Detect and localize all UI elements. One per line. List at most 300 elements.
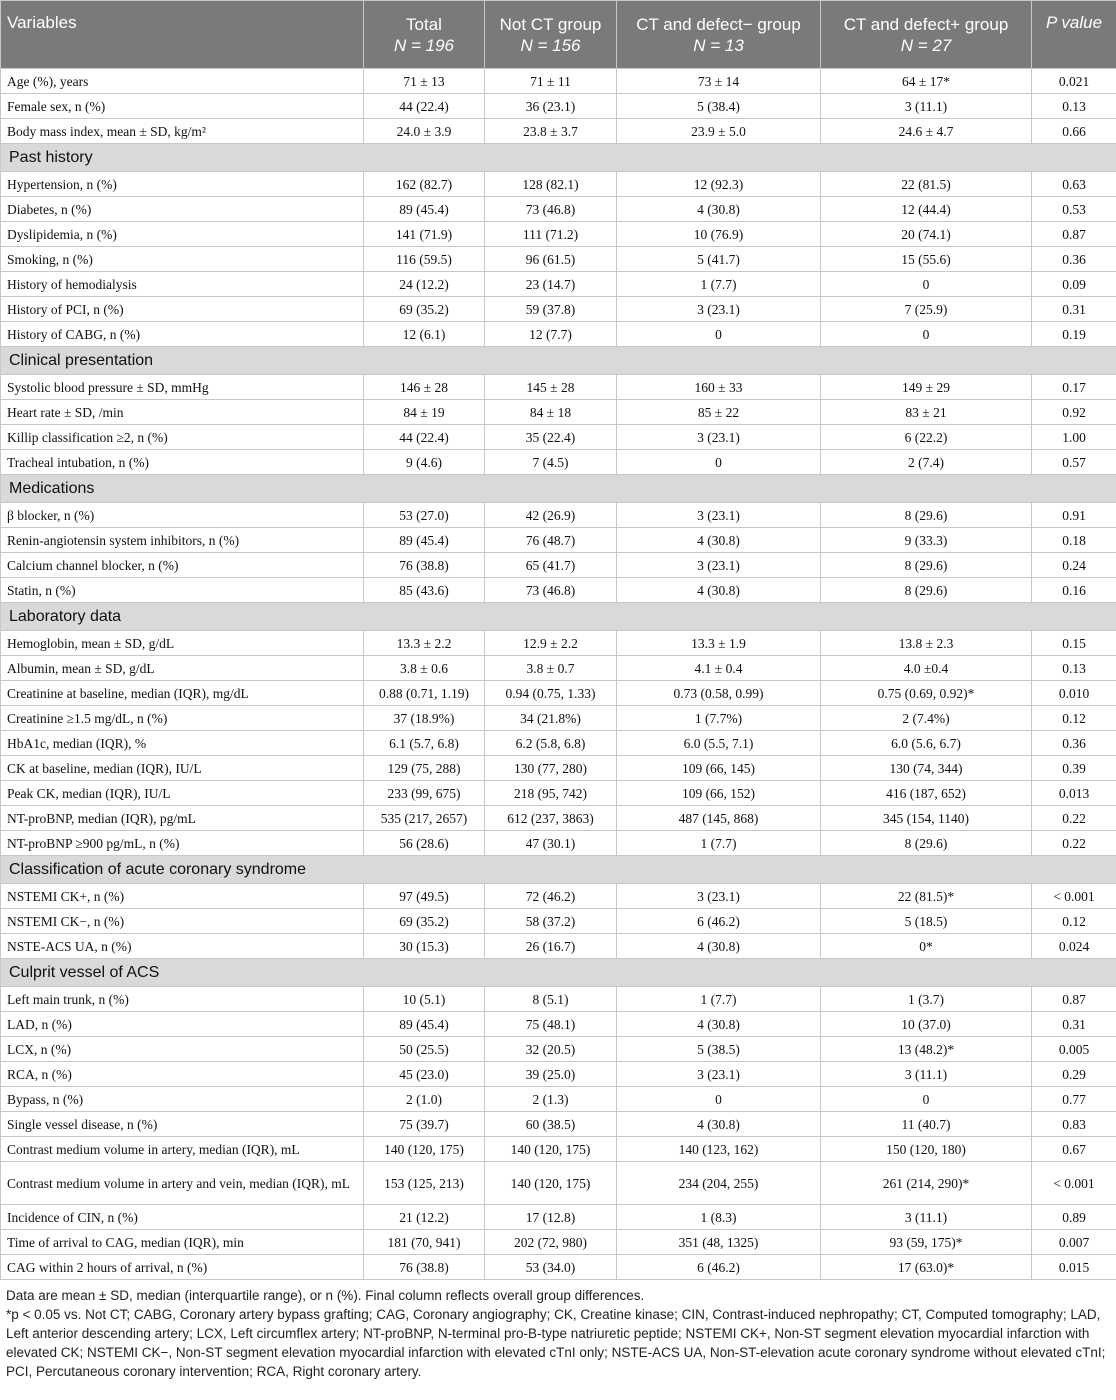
table-row	[1, 1162, 1116, 1205]
p-value-cell: 0.77	[1032, 1087, 1116, 1112]
table-row	[1, 578, 1116, 603]
not-ct-cell: 34 (21.8%)	[485, 706, 617, 731]
total-cell: 233 (99, 675)	[364, 781, 485, 806]
total-cell: 24.0 ± 3.9	[364, 119, 485, 144]
ct-defect-neg-cell: 4 (30.8)	[617, 578, 821, 603]
ct-defect-pos-cell: 8 (29.6)	[821, 553, 1032, 578]
not-ct-cell: 65 (41.7)	[485, 553, 617, 578]
ct-defect-pos-cell: 83 ± 21	[821, 400, 1032, 425]
p-value-cell: 0.09	[1032, 272, 1116, 297]
table-row	[1, 781, 1116, 806]
header-ct-defect-pos-label: CT and defect+ group	[843, 14, 1009, 34]
ct-defect-pos-cell: 8 (29.6)	[821, 578, 1032, 603]
total-cell: 53 (27.0)	[364, 503, 485, 528]
table-row	[1, 222, 1116, 247]
variable-cell: Left main trunk, n (%)	[1, 987, 364, 1012]
table-row	[1, 1205, 1116, 1230]
not-ct-cell: 96 (61.5)	[485, 247, 617, 272]
variable-cell: Statin, n (%)	[1, 578, 364, 603]
header-total	[364, 1, 485, 69]
not-ct-cell: 71 ± 11	[485, 69, 617, 94]
not-ct-cell: 53 (34.0)	[485, 1255, 617, 1280]
ct-defect-neg-cell: 5 (38.5)	[617, 1037, 821, 1062]
p-value-cell: 0.005	[1032, 1037, 1116, 1062]
total-cell: 535 (217, 2657)	[364, 806, 485, 831]
total-cell: 162 (82.7)	[364, 172, 485, 197]
not-ct-cell: 111 (71.2)	[485, 222, 617, 247]
not-ct-cell: 145 ± 28	[485, 375, 617, 400]
p-value-cell: 1.00	[1032, 425, 1116, 450]
ct-defect-pos-cell: 17 (63.0)*	[821, 1255, 1032, 1280]
p-value-cell: 0.15	[1032, 631, 1116, 656]
p-value-cell: 0.12	[1032, 909, 1116, 934]
section-title: Classification of acute coronary syndrome	[1, 856, 1116, 884]
ct-defect-neg-cell: 1 (7.7)	[617, 272, 821, 297]
total-cell: 6.1 (5.7, 6.8)	[364, 731, 485, 756]
table-row	[1, 94, 1116, 119]
total-cell: 0.88 (0.71, 1.19)	[364, 681, 485, 706]
not-ct-cell: 84 ± 18	[485, 400, 617, 425]
variable-cell: β blocker, n (%)	[1, 503, 364, 528]
total-cell: 50 (25.5)	[364, 1037, 485, 1062]
p-value-cell: 0.010	[1032, 681, 1116, 706]
section-header-row	[1, 347, 1116, 375]
ct-defect-pos-cell: 2 (7.4)	[821, 450, 1032, 475]
ct-defect-neg-cell: 3 (23.1)	[617, 884, 821, 909]
header-not-ct-n: N = 156	[520, 35, 581, 55]
total-cell: 141 (71.9)	[364, 222, 485, 247]
not-ct-cell: 60 (38.5)	[485, 1112, 617, 1137]
p-value-cell: 0.66	[1032, 119, 1116, 144]
p-value-cell: 0.16	[1032, 578, 1116, 603]
p-value-cell: 0.31	[1032, 1012, 1116, 1037]
table-row	[1, 1037, 1116, 1062]
table-row	[1, 656, 1116, 681]
ct-defect-neg-cell: 23.9 ± 5.0	[617, 119, 821, 144]
total-cell: 21 (12.2)	[364, 1205, 485, 1230]
variable-cell: Creatinine ≥1.5 mg/dL, n (%)	[1, 706, 364, 731]
section-title: Culprit vessel of ACS	[1, 959, 1116, 987]
not-ct-cell: 73 (46.8)	[485, 197, 617, 222]
ct-defect-neg-cell: 4 (30.8)	[617, 528, 821, 553]
not-ct-cell: 23.8 ± 3.7	[485, 119, 617, 144]
p-value-cell: 0.36	[1032, 731, 1116, 756]
table-row	[1, 1137, 1116, 1162]
ct-defect-pos-cell: 22 (81.5)	[821, 172, 1032, 197]
variable-cell: History of PCI, n (%)	[1, 297, 364, 322]
not-ct-cell: 7 (4.5)	[485, 450, 617, 475]
ct-defect-neg-cell: 487 (145, 868)	[617, 806, 821, 831]
ct-defect-neg-cell: 1 (7.7%)	[617, 706, 821, 731]
table-row	[1, 631, 1116, 656]
header-ct-defect-pos-n: N = 27	[900, 35, 952, 55]
variable-cell: Heart rate ± SD, /min	[1, 400, 364, 425]
table-row	[1, 1062, 1116, 1087]
ct-defect-neg-cell: 6 (46.2)	[617, 909, 821, 934]
total-cell: 10 (5.1)	[364, 987, 485, 1012]
table-header	[1, 1, 1116, 69]
ct-defect-pos-cell: 6.0 (5.6, 6.7)	[821, 731, 1032, 756]
section-title: Medications	[1, 475, 1116, 503]
total-cell: 116 (59.5)	[364, 247, 485, 272]
variable-cell: Renin-angiotensin system inhibitors, n (%)	[1, 528, 364, 553]
variable-cell: Calcium channel blocker, n (%)	[1, 553, 364, 578]
total-cell: 71 ± 13	[364, 69, 485, 94]
ct-defect-pos-cell: 93 (59, 175)*	[821, 1230, 1032, 1255]
total-cell: 37 (18.9%)	[364, 706, 485, 731]
ct-defect-neg-cell: 3 (23.1)	[617, 425, 821, 450]
table-row	[1, 425, 1116, 450]
ct-defect-neg-cell: 73 ± 14	[617, 69, 821, 94]
variable-cell: NSTEMI CK+, n (%)	[1, 884, 364, 909]
variable-cell: NSTE-ACS UA, n (%)	[1, 934, 364, 959]
total-cell: 2 (1.0)	[364, 1087, 485, 1112]
table-row	[1, 1012, 1116, 1037]
table-row	[1, 69, 1116, 94]
table-row	[1, 528, 1116, 553]
section-title: Past history	[1, 144, 1116, 172]
total-cell: 13.3 ± 2.2	[364, 631, 485, 656]
section-title: Clinical presentation	[1, 347, 1116, 375]
total-cell: 24 (12.2)	[364, 272, 485, 297]
ct-defect-neg-cell: 140 (123, 162)	[617, 1137, 821, 1162]
total-cell: 69 (35.2)	[364, 909, 485, 934]
table-row	[1, 1087, 1116, 1112]
ct-defect-pos-cell: 261 (214, 290)*	[821, 1162, 1032, 1205]
not-ct-cell: 202 (72, 980)	[485, 1230, 617, 1255]
total-cell: 30 (15.3)	[364, 934, 485, 959]
variable-cell: LAD, n (%)	[1, 1012, 364, 1037]
not-ct-cell: 35 (22.4)	[485, 425, 617, 450]
variable-cell: NT-proBNP, median (IQR), pg/mL	[1, 806, 364, 831]
p-value-cell: 0.024	[1032, 934, 1116, 959]
not-ct-cell: 73 (46.8)	[485, 578, 617, 603]
p-value-cell: 0.13	[1032, 656, 1116, 681]
ct-defect-pos-cell: 13 (48.2)*	[821, 1037, 1032, 1062]
not-ct-cell: 218 (95, 742)	[485, 781, 617, 806]
ct-defect-pos-cell: 8 (29.6)	[821, 831, 1032, 856]
header-variables	[1, 1, 364, 69]
table-row	[1, 987, 1116, 1012]
footnote-abbreviations: *p < 0.05 vs. Not CT; CABG, Coronary artery bypass grafting; CAG, Coronary angiography; CK, Creatine kinase; CIN, Contrast-induced nephropathy; CT, Computed tomography; LAD, Left anterior descending artery; LCX, Left circumflex artery; NT-proBNP, N-terminal pro-B-type natriuretic peptide; NSTEMI CK+, Non-ST segment elevation myocardial infarction with elevated CK; NSTEMI CK−, Non-ST segment elevation myocardial infarction with elevated cTnI only; NSTE-ACS UA, Non-ST-elevation acute coronary syndrome without elevated cTnI; PCI, Percutaneous coronary intervention; RCA, Right coronary artery.	[6, 1307, 1106, 1379]
total-cell: 97 (49.5)	[364, 884, 485, 909]
p-value-cell: 0.83	[1032, 1112, 1116, 1137]
variable-cell: Tracheal intubation, n (%)	[1, 450, 364, 475]
p-value-cell: < 0.001	[1032, 884, 1116, 909]
variable-cell: Female sex, n (%)	[1, 94, 364, 119]
not-ct-cell: 612 (237, 3863)	[485, 806, 617, 831]
ct-defect-neg-cell: 12 (92.3)	[617, 172, 821, 197]
not-ct-cell: 26 (16.7)	[485, 934, 617, 959]
header-not-ct-label: Not CT group	[499, 14, 602, 34]
ct-defect-pos-cell: 0	[821, 322, 1032, 347]
variable-cell: Hemoglobin, mean ± SD, g/dL	[1, 631, 364, 656]
p-value-cell: 0.57	[1032, 450, 1116, 475]
ct-defect-pos-cell: 0	[821, 1087, 1032, 1112]
variable-cell: CK at baseline, median (IQR), IU/L	[1, 756, 364, 781]
p-value-cell: 0.17	[1032, 375, 1116, 400]
ct-defect-neg-cell: 5 (41.7)	[617, 247, 821, 272]
total-cell: 44 (22.4)	[364, 425, 485, 450]
total-cell: 140 (120, 175)	[364, 1137, 485, 1162]
variable-cell: CAG within 2 hours of arrival, n (%)	[1, 1255, 364, 1280]
ct-defect-neg-cell: 5 (38.4)	[617, 94, 821, 119]
not-ct-cell: 130 (77, 280)	[485, 756, 617, 781]
header-ct-defect-pos	[821, 1, 1032, 69]
ct-defect-neg-cell: 3 (23.1)	[617, 297, 821, 322]
ct-defect-neg-cell: 10 (76.9)	[617, 222, 821, 247]
ct-defect-pos-cell: 3 (11.1)	[821, 1062, 1032, 1087]
table-row	[1, 756, 1116, 781]
p-value-cell: 0.013	[1032, 781, 1116, 806]
table-row	[1, 247, 1116, 272]
table-row	[1, 197, 1116, 222]
not-ct-cell: 12 (7.7)	[485, 322, 617, 347]
table-row	[1, 831, 1116, 856]
total-cell: 76 (38.8)	[364, 553, 485, 578]
p-value-cell: 0.89	[1032, 1205, 1116, 1230]
total-cell: 9 (4.6)	[364, 450, 485, 475]
total-cell: 44 (22.4)	[364, 94, 485, 119]
ct-defect-neg-cell: 0	[617, 322, 821, 347]
not-ct-cell: 72 (46.2)	[485, 884, 617, 909]
total-cell: 89 (45.4)	[364, 197, 485, 222]
p-value-cell: 0.67	[1032, 1137, 1116, 1162]
variable-cell: Albumin, mean ± SD, g/dL	[1, 656, 364, 681]
variable-cell: LCX, n (%)	[1, 1037, 364, 1062]
table-row	[1, 450, 1116, 475]
p-value-cell: 0.015	[1032, 1255, 1116, 1280]
ct-defect-pos-cell: 13.8 ± 2.3	[821, 631, 1032, 656]
table-row	[1, 909, 1116, 934]
not-ct-cell: 36 (23.1)	[485, 94, 617, 119]
total-cell: 12 (6.1)	[364, 322, 485, 347]
variable-cell: Diabetes, n (%)	[1, 197, 364, 222]
table-row	[1, 1112, 1116, 1137]
ct-defect-neg-cell: 351 (48, 1325)	[617, 1230, 821, 1255]
not-ct-cell: 58 (37.2)	[485, 909, 617, 934]
variable-cell: Smoking, n (%)	[1, 247, 364, 272]
variable-cell: Age (%), years	[1, 69, 364, 94]
ct-defect-pos-cell: 20 (74.1)	[821, 222, 1032, 247]
total-cell: 89 (45.4)	[364, 528, 485, 553]
section-header-row	[1, 475, 1116, 503]
table-row	[1, 681, 1116, 706]
ct-defect-pos-cell: 2 (7.4%)	[821, 706, 1032, 731]
ct-defect-neg-cell: 160 ± 33	[617, 375, 821, 400]
ct-defect-neg-cell: 109 (66, 145)	[617, 756, 821, 781]
total-cell: 153 (125, 213)	[364, 1162, 485, 1205]
table-row	[1, 706, 1116, 731]
p-value-cell: 0.22	[1032, 831, 1116, 856]
variable-cell: Incidence of CIN, n (%)	[1, 1205, 364, 1230]
variable-cell: Dyslipidemia, n (%)	[1, 222, 364, 247]
not-ct-cell: 59 (37.8)	[485, 297, 617, 322]
p-value-cell: 0.12	[1032, 706, 1116, 731]
table-row	[1, 322, 1116, 347]
not-ct-cell: 140 (120, 175)	[485, 1162, 617, 1205]
header-p-value	[1032, 1, 1116, 69]
p-value-cell: 0.87	[1032, 222, 1116, 247]
table-row	[1, 1230, 1116, 1255]
table-row	[1, 503, 1116, 528]
ct-defect-pos-cell: 11 (40.7)	[821, 1112, 1032, 1137]
ct-defect-neg-cell: 1 (8.3)	[617, 1205, 821, 1230]
not-ct-cell: 76 (48.7)	[485, 528, 617, 553]
ct-defect-neg-cell: 0	[617, 450, 821, 475]
ct-defect-neg-cell: 85 ± 22	[617, 400, 821, 425]
not-ct-cell: 39 (25.0)	[485, 1062, 617, 1087]
variable-cell: Hypertension, n (%)	[1, 172, 364, 197]
header-variables-label: Variables	[7, 13, 77, 32]
not-ct-cell: 3.8 ± 0.7	[485, 656, 617, 681]
total-cell: 75 (39.7)	[364, 1112, 485, 1137]
footnote-data-format: Data are mean ± SD, median (interquartile range), or n (%). Final column reflects overall group differences.	[6, 1288, 645, 1303]
total-cell: 69 (35.2)	[364, 297, 485, 322]
not-ct-cell: 140 (120, 175)	[485, 1137, 617, 1162]
p-value-cell: 0.22	[1032, 806, 1116, 831]
ct-defect-pos-cell: 0	[821, 272, 1032, 297]
p-value-cell: 0.31	[1032, 297, 1116, 322]
ct-defect-neg-cell: 4 (30.8)	[617, 1112, 821, 1137]
p-value-cell: 0.24	[1032, 553, 1116, 578]
header-total-n: N = 196	[393, 35, 454, 55]
ct-defect-pos-cell: 0.75 (0.69, 0.92)*	[821, 681, 1032, 706]
table-row	[1, 297, 1116, 322]
table-row	[1, 806, 1116, 831]
variable-cell: Killip classification ≥2, n (%)	[1, 425, 364, 450]
variable-cell: Body mass index, mean ± SD, kg/m²	[1, 119, 364, 144]
ct-defect-pos-cell: 8 (29.6)	[821, 503, 1032, 528]
p-value-cell: 0.007	[1032, 1230, 1116, 1255]
ct-defect-pos-cell: 10 (37.0)	[821, 1012, 1032, 1037]
variable-cell: Contrast medium volume in artery and vein, median (IQR), mL	[1, 1162, 364, 1205]
not-ct-cell: 12.9 ± 2.2	[485, 631, 617, 656]
p-value-cell: 0.87	[1032, 987, 1116, 1012]
ct-defect-pos-cell: 9 (33.3)	[821, 528, 1032, 553]
variable-cell: Creatinine at baseline, median (IQR), mg/dL	[1, 681, 364, 706]
ct-defect-pos-cell: 0*	[821, 934, 1032, 959]
total-cell: 56 (28.6)	[364, 831, 485, 856]
ct-defect-neg-cell: 4 (30.8)	[617, 197, 821, 222]
p-value-cell: 0.29	[1032, 1062, 1116, 1087]
total-cell: 89 (45.4)	[364, 1012, 485, 1037]
header-ct-defect-neg-n: N = 13	[693, 35, 744, 55]
ct-defect-pos-cell: 6 (22.2)	[821, 425, 1032, 450]
not-ct-cell: 23 (14.7)	[485, 272, 617, 297]
ct-defect-pos-cell: 64 ± 17*	[821, 69, 1032, 94]
ct-defect-neg-cell: 1 (7.7)	[617, 831, 821, 856]
ct-defect-neg-cell: 6.0 (5.5, 7.1)	[617, 731, 821, 756]
ct-defect-neg-cell: 3 (23.1)	[617, 503, 821, 528]
section-header-row	[1, 856, 1116, 884]
ct-defect-pos-cell: 4.0 ±0.4	[821, 656, 1032, 681]
total-cell: 146 ± 28	[364, 375, 485, 400]
ct-defect-neg-cell: 3 (23.1)	[617, 553, 821, 578]
table-row	[1, 934, 1116, 959]
ct-defect-pos-cell: 22 (81.5)*	[821, 884, 1032, 909]
table-row	[1, 375, 1116, 400]
total-cell: 45 (23.0)	[364, 1062, 485, 1087]
section-header-row	[1, 603, 1116, 631]
p-value-cell: 0.021	[1032, 69, 1116, 94]
p-value-cell: 0.91	[1032, 503, 1116, 528]
not-ct-cell: 2 (1.3)	[485, 1087, 617, 1112]
table-row	[1, 172, 1116, 197]
ct-defect-pos-cell: 1 (3.7)	[821, 987, 1032, 1012]
total-cell: 76 (38.8)	[364, 1255, 485, 1280]
ct-defect-pos-cell: 150 (120, 180)	[821, 1137, 1032, 1162]
ct-defect-neg-cell: 4.1 ± 0.4	[617, 656, 821, 681]
table-row	[1, 731, 1116, 756]
not-ct-cell: 0.94 (0.75, 1.33)	[485, 681, 617, 706]
total-cell: 181 (70, 941)	[364, 1230, 485, 1255]
table-row	[1, 1255, 1116, 1280]
total-cell: 85 (43.6)	[364, 578, 485, 603]
variable-cell: Peak CK, median (IQR), IU/L	[1, 781, 364, 806]
ct-defect-neg-cell: 3 (23.1)	[617, 1062, 821, 1087]
p-value-cell: 0.92	[1032, 400, 1116, 425]
total-cell: 3.8 ± 0.6	[364, 656, 485, 681]
not-ct-cell: 75 (48.1)	[485, 1012, 617, 1037]
ct-defect-pos-cell: 15 (55.6)	[821, 247, 1032, 272]
ct-defect-pos-cell: 3 (11.1)	[821, 94, 1032, 119]
ct-defect-neg-cell: 0	[617, 1087, 821, 1112]
not-ct-cell: 42 (26.9)	[485, 503, 617, 528]
table-footnotes	[0, 1280, 1116, 1381]
table-row	[1, 400, 1116, 425]
p-value-cell: 0.13	[1032, 94, 1116, 119]
variable-cell: Systolic blood pressure ± SD, mmHg	[1, 375, 364, 400]
ct-defect-neg-cell: 109 (66, 152)	[617, 781, 821, 806]
ct-defect-pos-cell: 130 (74, 344)	[821, 756, 1032, 781]
variable-cell: RCA, n (%)	[1, 1062, 364, 1087]
variable-cell: History of hemodialysis	[1, 272, 364, 297]
ct-defect-pos-cell: 12 (44.4)	[821, 197, 1032, 222]
section-header-row	[1, 144, 1116, 172]
p-value-cell: 0.39	[1032, 756, 1116, 781]
ct-defect-pos-cell: 345 (154, 1140)	[821, 806, 1032, 831]
header-not-ct	[485, 1, 617, 69]
table-row	[1, 884, 1116, 909]
table-row	[1, 119, 1116, 144]
ct-defect-pos-cell: 3 (11.1)	[821, 1205, 1032, 1230]
ct-defect-neg-cell: 6 (46.2)	[617, 1255, 821, 1280]
p-value-cell: 0.19	[1032, 322, 1116, 347]
section-header-row	[1, 959, 1116, 987]
ct-defect-neg-cell: 0.73 (0.58, 0.99)	[617, 681, 821, 706]
table-row	[1, 272, 1116, 297]
total-cell: 129 (75, 288)	[364, 756, 485, 781]
variable-cell: Bypass, n (%)	[1, 1087, 364, 1112]
ct-defect-pos-cell: 5 (18.5)	[821, 909, 1032, 934]
table-row	[1, 553, 1116, 578]
header-ct-defect-neg	[617, 1, 821, 69]
variable-cell: NSTEMI CK−, n (%)	[1, 909, 364, 934]
variable-cell: Contrast medium volume in artery, median (IQR), mL	[1, 1137, 364, 1162]
p-value-cell: 0.36	[1032, 247, 1116, 272]
header-ct-defect-neg-label: CT and defect− group	[636, 14, 801, 34]
ct-defect-neg-cell: 4 (30.8)	[617, 1012, 821, 1037]
ct-defect-neg-cell: 13.3 ± 1.9	[617, 631, 821, 656]
p-value-cell: 0.63	[1032, 172, 1116, 197]
not-ct-cell: 17 (12.8)	[485, 1205, 617, 1230]
variable-cell: NT-proBNP ≥900 pg/mL, n (%)	[1, 831, 364, 856]
not-ct-cell: 47 (30.1)	[485, 831, 617, 856]
p-value-cell: 0.53	[1032, 197, 1116, 222]
not-ct-cell: 128 (82.1)	[485, 172, 617, 197]
variable-cell: History of CABG, n (%)	[1, 322, 364, 347]
